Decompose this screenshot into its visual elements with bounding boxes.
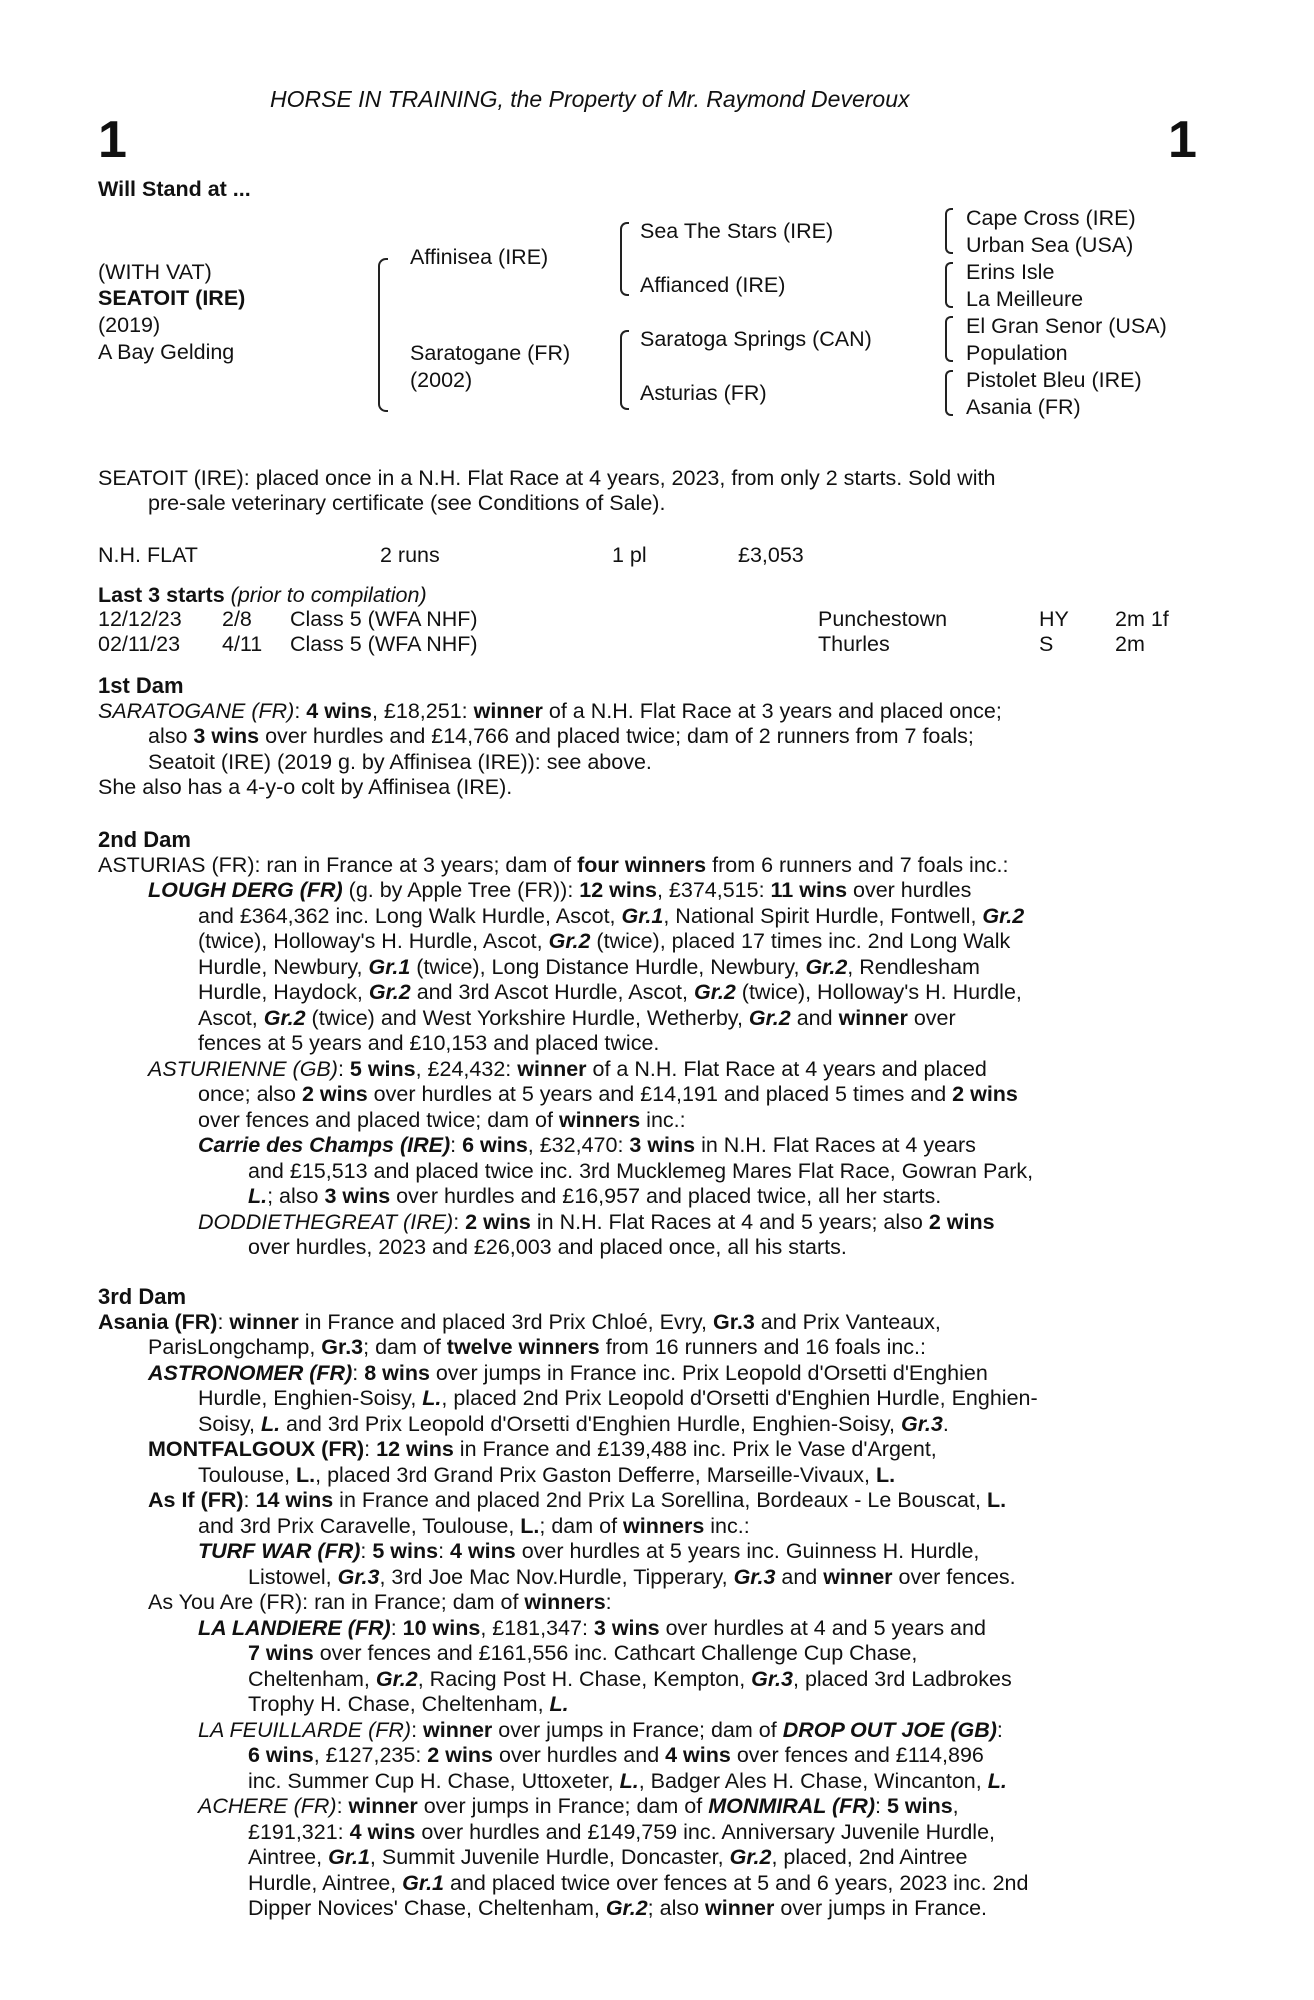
text: of a N.H. Flat Race at 3 years and placed once; xyxy=(542,698,1002,723)
text: (twice) and West Yorkshire Hurdle, Wetherby, xyxy=(305,1005,749,1030)
text: Hurdle, Enghien-Soisy, xyxy=(198,1386,423,1410)
pedigree-brace-g4 xyxy=(945,370,953,416)
last-starts-note: (prior to compilation) xyxy=(230,583,427,607)
horse-name: LA LANDIERE (FR) xyxy=(198,1615,391,1640)
text: : xyxy=(243,1488,256,1512)
text: : xyxy=(874,1794,887,1818)
vat-note: (WITH VAT) xyxy=(98,260,212,284)
text: ParisLongchamp, xyxy=(148,1335,322,1359)
text: 11 wins xyxy=(770,878,848,902)
text: 12 wins xyxy=(376,1437,454,1461)
text: from 6 runners and 7 foals inc.: xyxy=(706,852,1009,877)
text: over hurdles and £16,957 and placed twice, all her starts. xyxy=(390,1184,942,1208)
text: in N.H. Flat Races at 4 years xyxy=(695,1133,976,1157)
pedigree-brace-sire xyxy=(620,222,629,296)
text: Toulouse, xyxy=(198,1462,297,1487)
record-placed: 1 pl xyxy=(612,543,647,567)
last-starts-positions xyxy=(222,607,262,657)
text: : xyxy=(294,698,307,723)
grade: Gr.1 xyxy=(402,1870,445,1895)
pedigree-brace-dam xyxy=(620,330,629,410)
pedigree-sire: Affinisea (IRE) xyxy=(410,245,549,269)
grade: Gr.2 xyxy=(375,1666,418,1691)
horse-name: LOUGH DERG (FR) xyxy=(148,878,343,902)
text: over hurdles at 5 years and £14,191 and placed 5 times and xyxy=(367,1082,953,1106)
start-date: 02/11/23 xyxy=(98,632,181,656)
text: Trophy H. Chase, Cheltenham, xyxy=(248,1692,550,1716)
last-starts-courses xyxy=(818,607,947,657)
text: 2 wins xyxy=(928,1209,995,1234)
text: over xyxy=(907,1005,956,1030)
text: , Racing Post H. Chase, Kempton, xyxy=(417,1666,752,1691)
text: , Summit Juvenile Hurdle, Doncaster, xyxy=(369,1845,730,1869)
text: over hurdles and £14,766 and placed twice; dam of 2 runners from 7 foals; xyxy=(259,724,974,748)
text: : xyxy=(996,1717,1003,1742)
grade: Gr.2 xyxy=(805,954,848,979)
text: , £18,251: xyxy=(371,698,474,723)
pedigree-ggp-6: Population xyxy=(966,341,1068,365)
text: and £364,362 inc. Long Walk Hurdle, Ascot, xyxy=(198,903,622,928)
text: : xyxy=(450,1133,463,1157)
dam-name: SARATOGANE (FR) xyxy=(98,698,295,723)
text: She also has a 4-y-o colt by Affinisea (IRE). xyxy=(98,775,513,799)
text: : xyxy=(217,1309,230,1334)
pedigree-ggp-5: El Gran Senor (USA) xyxy=(966,314,1167,338)
text: and £15,513 and placed twice inc. 3rd Mucklemeg Mares Flat Race, Gowran Park, xyxy=(248,1158,1034,1183)
pedigree-ggp-1: Cape Cross (IRE) xyxy=(966,206,1136,230)
text: ; also xyxy=(647,1896,706,1920)
grade: Gr.3 xyxy=(733,1564,776,1589)
horse-name: MONTFALGOUX (FR) xyxy=(148,1437,365,1461)
lot-number-right: 1 xyxy=(1168,111,1197,169)
grade: L. xyxy=(875,1462,896,1487)
start-distance: 2m xyxy=(1115,632,1145,656)
text: in France and placed 3rd Prix Chloé, Evry, xyxy=(298,1309,713,1334)
last-starts-title: Last 3 starts xyxy=(98,583,225,607)
third-dam-heading: 3rd Dam xyxy=(98,1284,187,1309)
text: Seatoit (IRE) (2019 g. by Affinisea (IRE)): see above. xyxy=(148,749,652,774)
text: 14 wins xyxy=(255,1488,334,1512)
horse-name: As If (FR) xyxy=(148,1488,244,1512)
text: 5 wins xyxy=(886,1794,953,1818)
text: , £127,235: xyxy=(313,1743,428,1767)
horse-name: ASTURIENNE (GB) xyxy=(148,1056,338,1081)
summary-line-2: pre-sale veterinary certificate (see Conditions of Sale). xyxy=(148,491,666,515)
horse-name: SEATOIT (IRE) xyxy=(98,286,246,310)
text: winners xyxy=(623,1513,705,1538)
text: : xyxy=(605,1590,612,1614)
text: Ascot, xyxy=(198,1005,264,1030)
text: : xyxy=(360,1539,373,1563)
stand-label: Will Stand at ... xyxy=(98,177,251,201)
third-dam-section xyxy=(98,1284,1208,1922)
grade: Gr.2 xyxy=(263,1005,306,1030)
start-going: S xyxy=(1039,632,1054,656)
text: Hurdle, Newbury, xyxy=(198,954,369,979)
grade: Gr.2 xyxy=(605,1896,648,1920)
start-position: 2/8 xyxy=(222,607,252,631)
text: over hurdles, 2023 and £26,003 and placed once, all his starts. xyxy=(248,1235,847,1259)
pedigree-brace-g2 xyxy=(945,262,953,308)
pedigree-ggp-8: Asania (FR) xyxy=(966,395,1081,419)
text: winner xyxy=(348,1794,418,1818)
text: also xyxy=(148,724,194,748)
text: winners xyxy=(558,1107,641,1132)
text: 3 wins xyxy=(193,724,260,748)
text: 2 wins xyxy=(427,1743,494,1767)
text: 10 wins xyxy=(402,1615,481,1640)
page-title: HORSE IN TRAINING, the Property of Mr. Raymond Deveroux xyxy=(270,86,910,112)
text: 7 wins xyxy=(248,1641,314,1665)
text: £191,321: xyxy=(248,1819,350,1844)
second-dam-section xyxy=(98,827,1208,1261)
text: , placed 3rd Ladbrokes xyxy=(793,1666,1012,1691)
grade: L. xyxy=(248,1184,268,1208)
start-going: HY xyxy=(1039,607,1069,631)
text: winner xyxy=(838,1005,908,1030)
text: once; also xyxy=(198,1082,302,1106)
grade: L. xyxy=(422,1386,442,1410)
text: : xyxy=(411,1717,424,1742)
text: : xyxy=(453,1209,466,1234)
pedigree-dam-year: (2002) xyxy=(410,368,473,392)
grade: Gr.3 xyxy=(321,1335,364,1359)
grade: Gr.3 xyxy=(712,1309,755,1334)
text: 4 wins xyxy=(665,1743,731,1767)
grade: Gr.2 xyxy=(729,1845,772,1869)
pedigree-gd1: Affianced (IRE) xyxy=(640,273,786,297)
text: winner xyxy=(423,1717,493,1742)
text: : xyxy=(390,1615,403,1640)
text: and Prix Vanteaux, xyxy=(754,1309,941,1334)
text: from 16 runners and 16 foals inc.: xyxy=(599,1335,927,1359)
text: , £24,432: xyxy=(415,1056,518,1081)
first-dam-heading: 1st Dam xyxy=(98,673,184,698)
text: 3 wins xyxy=(324,1184,391,1208)
last-starts-dates xyxy=(98,607,182,657)
text: : xyxy=(364,1437,377,1461)
text: , £374,515: xyxy=(656,878,771,902)
text: 2 wins xyxy=(301,1082,368,1106)
text: over fences and £114,896 xyxy=(730,1743,984,1767)
text: over jumps in France. xyxy=(774,1896,988,1920)
text: As You Are (FR): ran in France; dam of xyxy=(148,1590,525,1614)
text: 5 wins xyxy=(372,1539,439,1563)
text: ; dam of xyxy=(539,1513,624,1538)
text: (g. by Apple Tree (FR)): xyxy=(342,878,580,902)
pedigree-ggp-2: Urban Sea (USA) xyxy=(966,233,1134,257)
text: 5 wins xyxy=(349,1056,416,1081)
text: winner xyxy=(823,1564,893,1589)
text: Hurdle, Aintree, xyxy=(248,1870,403,1895)
text: 4 wins xyxy=(306,698,372,723)
grade: Gr.2 xyxy=(693,980,736,1004)
text: over jumps in France; dam of xyxy=(492,1717,783,1742)
lot-number-left: 1 xyxy=(98,111,127,169)
text: : xyxy=(352,1360,365,1385)
start-race: Class 5 (WFA NHF) xyxy=(290,607,478,631)
text: over hurdles and £149,759 inc. Anniversary Juvenile Hurdle, xyxy=(415,1819,995,1844)
grade: Gr.1 xyxy=(368,954,411,979)
text: winner xyxy=(705,1896,775,1920)
text: in France and £139,488 inc. Prix le Vase d'Argent, xyxy=(453,1437,937,1461)
grade: Gr.3 xyxy=(337,1564,380,1589)
record-earnings: £3,053 xyxy=(738,543,804,567)
grade: Gr.1 xyxy=(621,903,664,928)
text: twelve winners xyxy=(446,1335,600,1359)
text: (twice), Holloway's H. Hurdle, Ascot, xyxy=(198,929,549,953)
text: 6 wins xyxy=(462,1133,528,1157)
horse-name: MONMIRAL (FR) xyxy=(708,1794,875,1818)
pedigree-gd2: Asturias (FR) xyxy=(640,381,767,405)
first-dam-section xyxy=(98,673,1208,801)
pedigree-ggp-4: La Meilleure xyxy=(966,287,1084,311)
last-starts-going xyxy=(1039,607,1069,657)
text: , £32,470: xyxy=(527,1133,630,1157)
text: , Rendlesham xyxy=(847,954,980,979)
text: , National Spirit Hurdle, Fontwell, xyxy=(663,903,983,928)
text: over hurdles xyxy=(847,878,972,902)
text: and 3rd Ascot Hurdle, Ascot, xyxy=(410,980,694,1004)
grade: L. xyxy=(520,1513,540,1538)
grade: L. xyxy=(619,1768,639,1793)
text: Listowel, xyxy=(248,1564,338,1589)
grade: Gr.3 xyxy=(751,1666,793,1691)
last-starts-distance xyxy=(1115,607,1169,657)
start-date: 12/12/23 xyxy=(98,607,182,631)
text: , placed 2nd Prix Leopold d'Orsetti d'Enghien Hurdle, Enghien- xyxy=(441,1386,1038,1410)
text: and 3rd Prix Caravelle, Toulouse, xyxy=(198,1513,521,1538)
text: . xyxy=(942,1411,949,1436)
grade: L. xyxy=(549,1692,569,1716)
text: Dipper Novices' Chase, Cheltenham, xyxy=(248,1896,606,1920)
horse-name: Carrie des Champs (IRE) xyxy=(198,1133,451,1157)
text: 12 wins xyxy=(579,878,657,902)
text: ASTURIAS (FR): ran in France at 3 years; dam of xyxy=(98,852,578,877)
horse-name: ASTRONOMER (FR) xyxy=(148,1360,353,1385)
text: (twice), placed 17 times inc. 2nd Long Walk xyxy=(590,929,1011,953)
text: of a N.H. Flat Race at 4 years and placed xyxy=(586,1056,987,1081)
text: ; dam of xyxy=(363,1335,447,1359)
text: : xyxy=(438,1539,451,1563)
grade: Gr.2 xyxy=(368,980,411,1004)
record-type: N.H. FLAT xyxy=(98,543,198,567)
text: in France and placed 2nd Prix La Sorellina, Bordeaux - Le Bouscat, xyxy=(333,1488,987,1512)
grade: L. xyxy=(986,1488,1007,1512)
grade: L. xyxy=(260,1411,281,1436)
grade: Gr.2 xyxy=(548,929,591,953)
pedigree-gs1: Sea The Stars (IRE) xyxy=(640,219,834,243)
text: and 3rd Prix Leopold d'Orsetti d'Enghien Hurdle, Enghien-Soisy, xyxy=(280,1411,901,1436)
record-runs: 2 runs xyxy=(380,543,440,567)
text: 2 wins xyxy=(465,1209,531,1234)
text: , xyxy=(952,1794,959,1818)
text: 2 wins xyxy=(952,1082,1018,1106)
second-dam-heading: 2nd Dam xyxy=(98,827,191,852)
horse-year: (2019) xyxy=(98,313,161,337)
horse-name: LA FEUILLARDE (FR) xyxy=(198,1717,412,1742)
text: over jumps in France; dam of xyxy=(417,1794,709,1818)
pedigree-ggp-7: Pistolet Bleu (IRE) xyxy=(966,368,1142,392)
text: winners xyxy=(524,1590,606,1614)
grade: L. xyxy=(296,1462,316,1487)
text: 8 wins xyxy=(364,1360,430,1385)
horse-name: ACHERE (FR) xyxy=(198,1794,337,1818)
text: inc. Summer Cup H. Chase, Uttoxeter, xyxy=(248,1768,620,1793)
text: winner xyxy=(517,1056,587,1081)
text: (twice), Holloway's H. Hurdle, xyxy=(735,980,1022,1004)
text: 3 wins xyxy=(593,1615,660,1640)
text: four winners xyxy=(577,852,707,877)
text: over hurdles at 4 and 5 years and xyxy=(659,1615,986,1640)
text: over fences and £161,556 inc. Cathcart Challenge Cup Chase, xyxy=(313,1641,918,1665)
text: (twice), Long Distance Hurdle, Newbury, xyxy=(410,954,806,979)
grade: Gr.3 xyxy=(900,1411,943,1436)
dam-name: Asania (FR) xyxy=(98,1309,218,1334)
start-course: Punchestown xyxy=(818,607,948,631)
text: inc.: xyxy=(640,1107,686,1132)
text: , £181,347: xyxy=(480,1615,594,1640)
start-race: Class 5 (WFA NHF) xyxy=(290,632,478,656)
text: , Badger Ales H. Chase, Wincanton, xyxy=(638,1768,988,1793)
text: Aintree, xyxy=(248,1845,329,1869)
text: 4 wins xyxy=(349,1819,416,1844)
horse-name: TURF WAR (FR) xyxy=(198,1539,361,1563)
text: and xyxy=(790,1005,839,1030)
text: : xyxy=(336,1794,349,1818)
grade: Gr.2 xyxy=(982,903,1025,928)
text: over fences and placed twice; dam of xyxy=(198,1107,559,1132)
text: and xyxy=(775,1564,824,1589)
pedigree-brace-g1 xyxy=(945,208,953,254)
pedigree-brace-g3 xyxy=(945,316,953,362)
text: and placed twice over fences at 5 and 6 years, 2023 inc. 2nd xyxy=(444,1870,1029,1895)
grade: L. xyxy=(987,1768,1007,1793)
horse-description: A Bay Gelding xyxy=(98,340,235,364)
text: ; also xyxy=(267,1184,325,1208)
pedigree-ggp-3: Erins Isle xyxy=(966,260,1055,284)
text: over fences. xyxy=(892,1564,1016,1589)
text: over hurdles at 5 years inc. Guinness H. Hurdle, xyxy=(515,1539,980,1563)
horse-name: DODDIETHEGREAT (IRE) xyxy=(198,1209,454,1234)
text: 3 wins xyxy=(629,1133,696,1157)
text: winner xyxy=(229,1309,299,1334)
text: over jumps in France inc. Prix Leopold d'Orsetti d'Enghien xyxy=(429,1360,988,1385)
text: , 3rd Joe Mac Nov.Hurdle, Tipperary, xyxy=(379,1564,734,1589)
text: inc.: xyxy=(704,1513,750,1538)
text: : xyxy=(337,1056,350,1081)
last-starts-races xyxy=(290,607,478,657)
pedigree-brace-main xyxy=(378,258,388,412)
pedigree-dam: Saratogane (FR) xyxy=(410,341,571,365)
text: 4 wins xyxy=(450,1539,516,1563)
horse-name: DROP OUT JOE (GB) xyxy=(782,1717,997,1742)
text: Cheltenham, xyxy=(248,1666,376,1691)
summary-line-1: SEATOIT (IRE): placed once in a N.H. Flat Race at 4 years, 2023, from only 2 starts. Sold with xyxy=(98,466,996,490)
start-distance: 2m 1f xyxy=(1115,607,1169,631)
grade: Gr.2 xyxy=(748,1005,791,1030)
start-course: Thurles xyxy=(818,632,890,656)
text: , placed 3rd Grand Prix Gaston Defferre, Marseille-Vivaux, xyxy=(315,1462,876,1487)
text: 6 wins xyxy=(248,1743,314,1767)
text: Soisy, xyxy=(198,1411,261,1436)
text: , placed, 2nd Aintree xyxy=(771,1845,968,1869)
text: in N.H. Flat Races at 4 and 5 years; also xyxy=(530,1209,929,1234)
text: over hurdles and xyxy=(493,1743,666,1767)
pedigree-gs2: Saratoga Springs (CAN) xyxy=(640,327,872,351)
grade: Gr.1 xyxy=(328,1845,370,1869)
start-position: 4/11 xyxy=(222,632,263,656)
last-starts-heading xyxy=(98,582,427,608)
text: fences at 5 years and £10,153 and placed twice. xyxy=(198,1031,660,1055)
text: winner xyxy=(473,698,543,723)
text: Hurdle, Haydock, xyxy=(198,980,369,1004)
